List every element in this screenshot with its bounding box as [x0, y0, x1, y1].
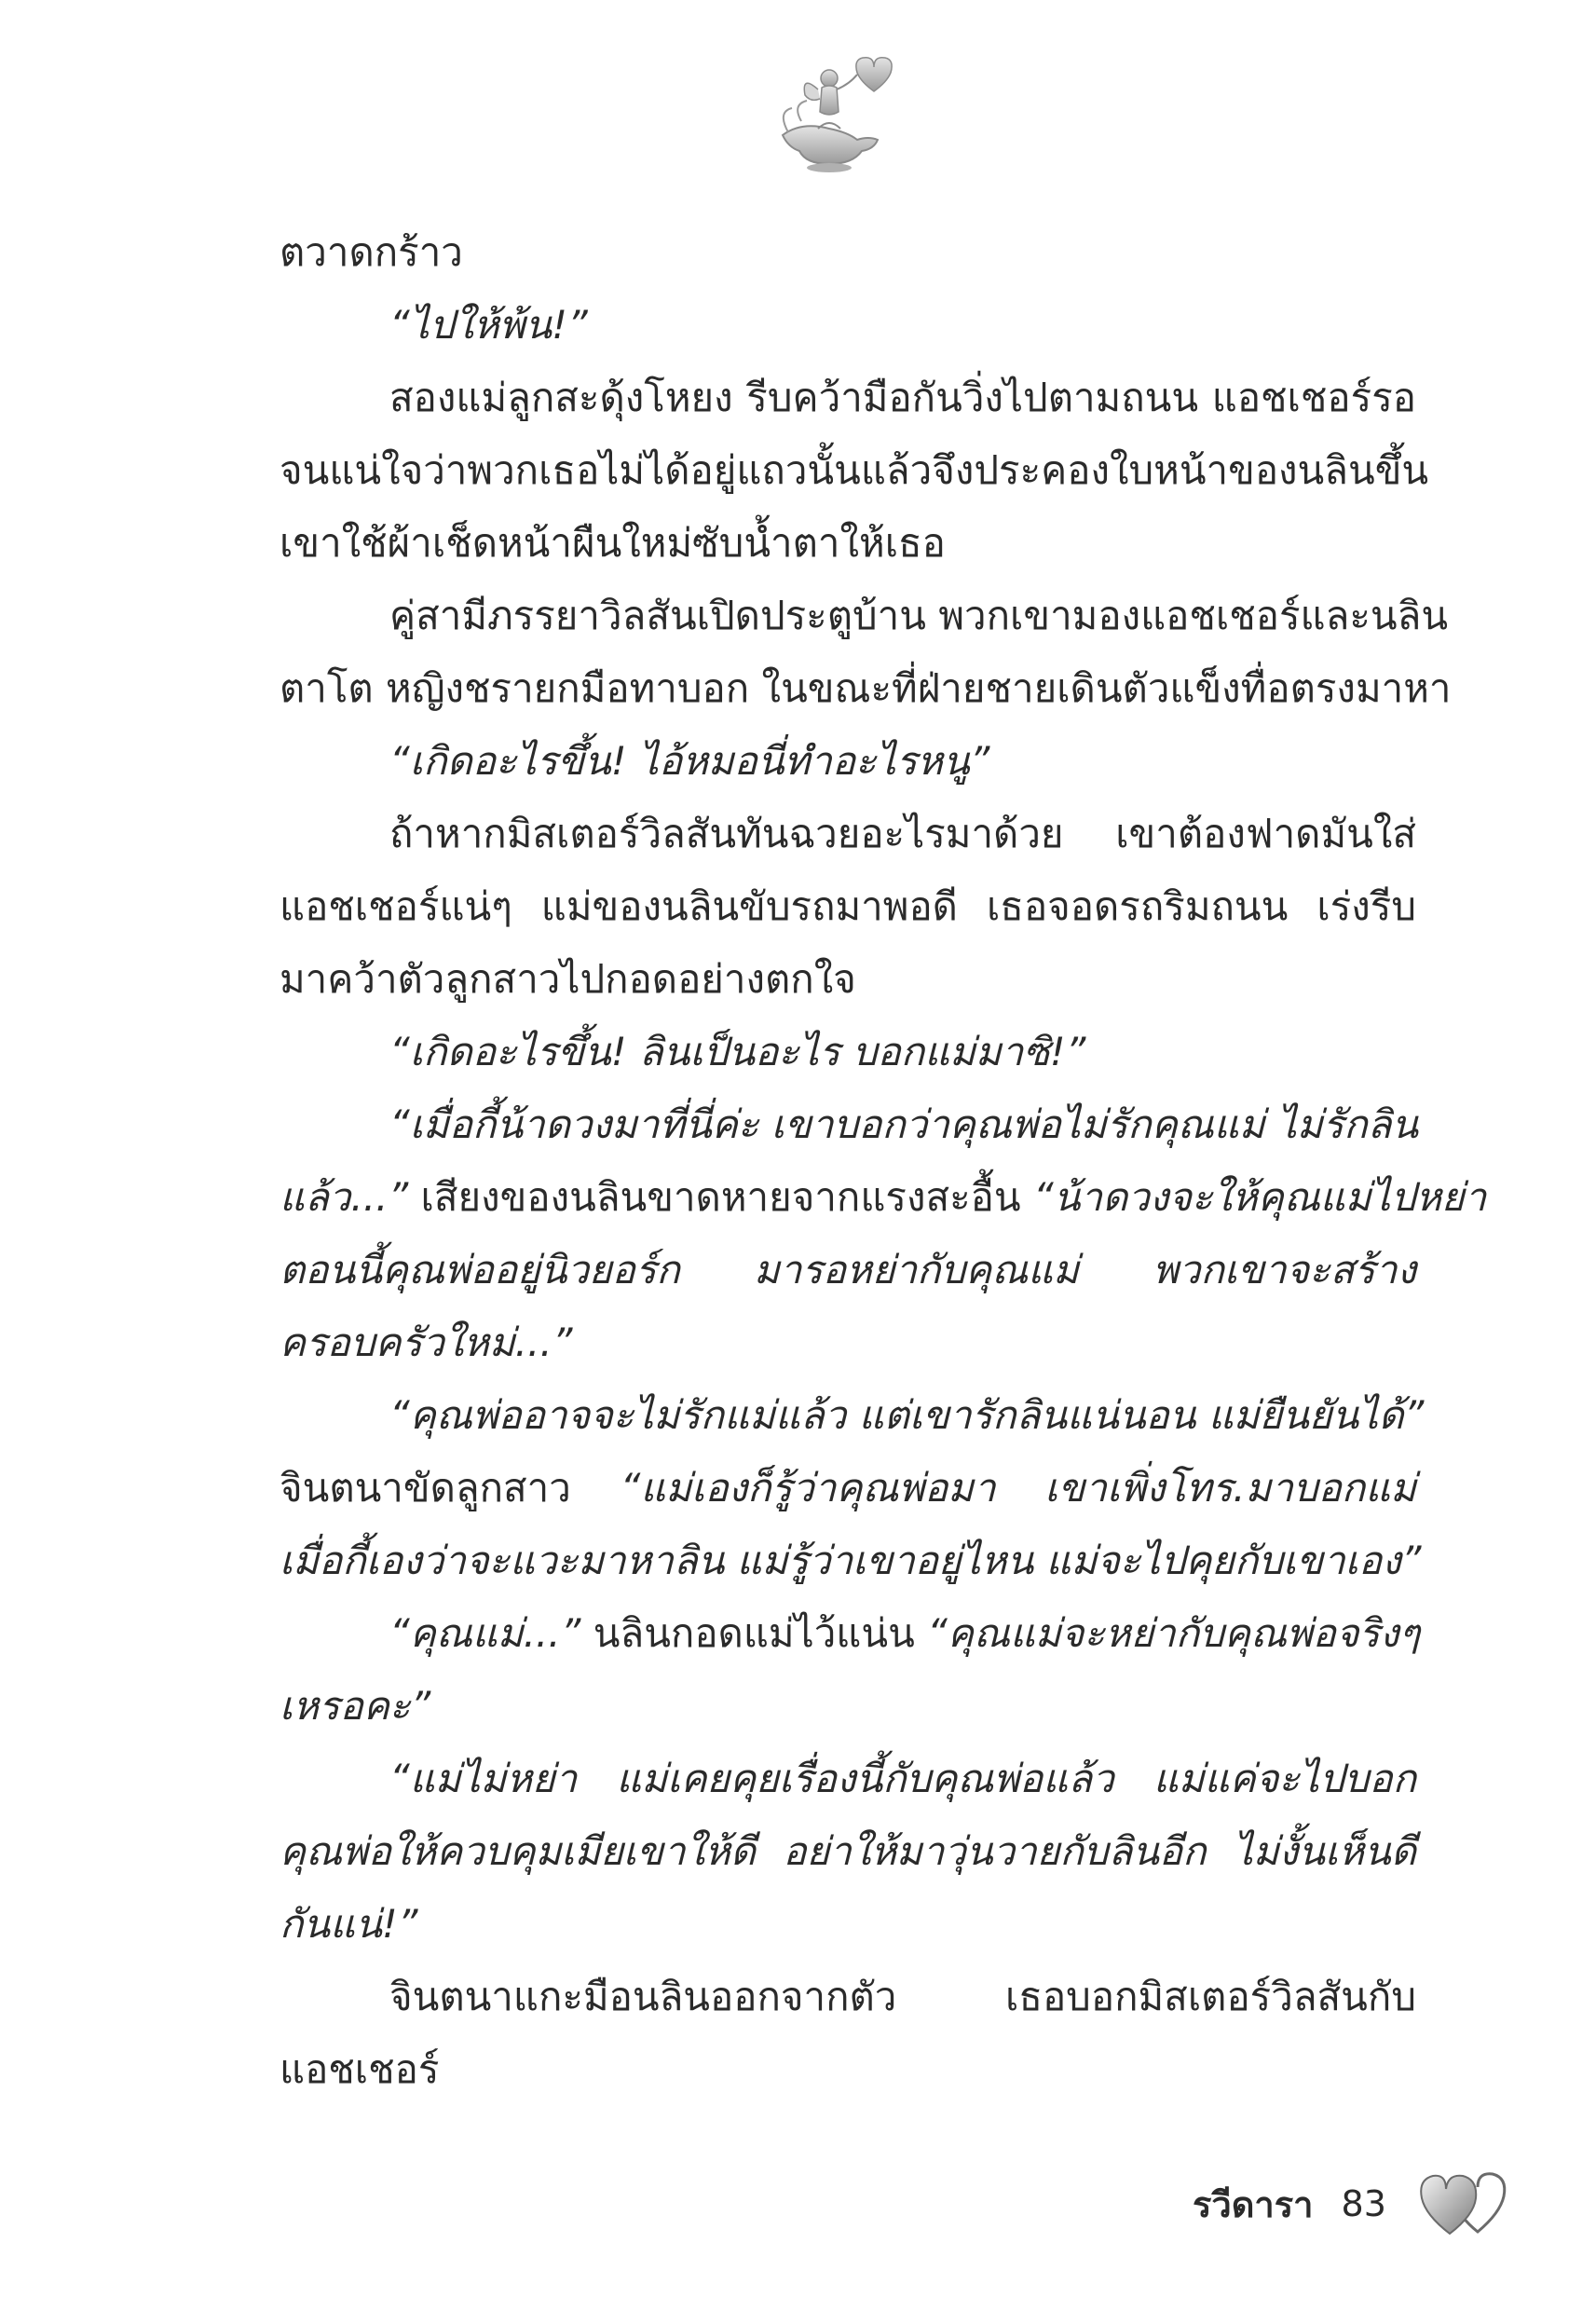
text-line: สองแม่ลูกสะดุ้งโหยง รีบคว้ามือกันวิ่งไปตามถนน แอชเชอร์รอ [389, 375, 1416, 420]
text-line: เหรอคะ” [280, 1683, 431, 1729]
text-line: มาคว้าตัวลูกสาวไปกอดอย่างตกใจ [280, 956, 856, 1002]
text-line: เมื่อกี้เองว่าจะแวะมาหาลิน แม่รู้ว่าเขาอยู่ไหน แม่จะไปคุยกับเขาเอง” [280, 1538, 1422, 1583]
text-line: “เมื่อกี้น้าดวงมาที่นี่ค่ะ เขาบอกว่าคุณพ่อไม่รักคุณแม่ ไม่รักลิน [389, 1101, 1419, 1147]
text-line: ครอบครัวใหม่...” [280, 1320, 573, 1365]
cupid-teapot-ornament-icon [764, 47, 913, 177]
narration-fragment: นลินกอดแม่ไว้แน่น [580, 1610, 928, 1656]
page-footer [1193, 2162, 1515, 2246]
text-line: คู่สามีภรรยาวิลสันเปิดประตูบ้าน พวกเขามองแอชเชอร์และนลิน [389, 593, 1449, 638]
text-line: กันแน่!” [280, 1901, 418, 1947]
text-line: ถ้าหากมิสเตอร์วิลสันทันฉวยอะไรมาด้วย เขาต้องฟาดมันใส่ [389, 811, 1416, 856]
text-line-mixed [280, 1161, 1487, 1234]
dialogue-fragment: “น้าดวงจะให้คุณแม่ไปหย่า [1032, 1174, 1487, 1220]
body-text [280, 216, 1487, 2106]
text-line-mixed [280, 1597, 1421, 1670]
text-line: จนแน่ใจว่าพวกเธอไม่ได้อยู่แถวนั้นแล้วจึงประคองใบหน้าของนลินขึ้น [280, 447, 1429, 493]
dialogue-fragment: แล้ว...” [280, 1174, 409, 1220]
dialogue-fragment: “คุณแม่จะหย่ากับคุณพ่อจริงๆ [927, 1610, 1421, 1656]
double-heart-icon [1412, 2167, 1515, 2241]
text-line: ตาโต หญิงชรายกมือทาบอก ในขณะที่ฝ่ายชายเดินตัวแข็งทื่อตรงมาหา [280, 665, 1452, 711]
text-line: แอชเชอร์แน่ๆ แม่ของนลินขับรถมาพอดี เธอจอดรถริมถนน เร่งรีบ [280, 883, 1416, 929]
text-line: จินตนาแกะมือนลินออกจากตัว เธอบอกมิสเตอร์วิลสันกับ [389, 1974, 1416, 2019]
text-line: “ไปให้พ้น!” [389, 302, 588, 348]
text-line: เขาใช้ผ้าเช็ดหน้าผืนใหม่ซับน้ำตาให้เธอ [280, 520, 946, 566]
page-number: 83 [1341, 2183, 1386, 2224]
text-line-mixed [280, 1452, 1416, 1525]
text-line: ตอนนี้คุณพ่ออยู่นิวยอร์ก มารอหย่ากับคุณแม่ พวกเขาจะสร้าง [280, 1247, 1416, 1292]
narration-fragment: เสียงของนลินขาดหายจากแรงสะอื้น [408, 1174, 1033, 1220]
text-line: “คุณพ่ออาจจะไม่รักแม่แล้ว แต่เขารักลินแน่นอน แม่ยืนยันได้” [389, 1392, 1425, 1438]
dialogue-fragment: “คุณแม่...” [389, 1610, 581, 1656]
narration-fragment: จินตนาขัดลูกสาว [280, 1465, 621, 1511]
text-line: “แม่ไม่หย่า แม่เคยคุยเรื่องนี้กับคุณพ่อแล้ว แม่แค่จะไปบอก [389, 1756, 1416, 1801]
text-line: แอชเชอร์ [280, 2046, 440, 2092]
text-line: “เกิดอะไรขึ้น! ไอ้หมอนี่ทำอะไรหนู” [389, 738, 990, 784]
running-title: รวีดารา [1193, 2183, 1314, 2225]
text-line: ตวาดกร้าว [280, 229, 463, 275]
text-line: “เกิดอะไรขึ้น! ลินเป็นอะไร บอกแม่มาซิ!” [389, 1029, 1086, 1074]
text-line: คุณพ่อให้ควบคุมเมียเขาให้ดี อย่าให้มาวุ่นวายกับลินอีก ไม่งั้นเห็นดี [280, 1828, 1416, 1874]
dialogue-fragment: “แม่เองก็รู้ว่าคุณพ่อมา เขาเพิ่งโทร.มาบอกแม่ [620, 1465, 1416, 1511]
